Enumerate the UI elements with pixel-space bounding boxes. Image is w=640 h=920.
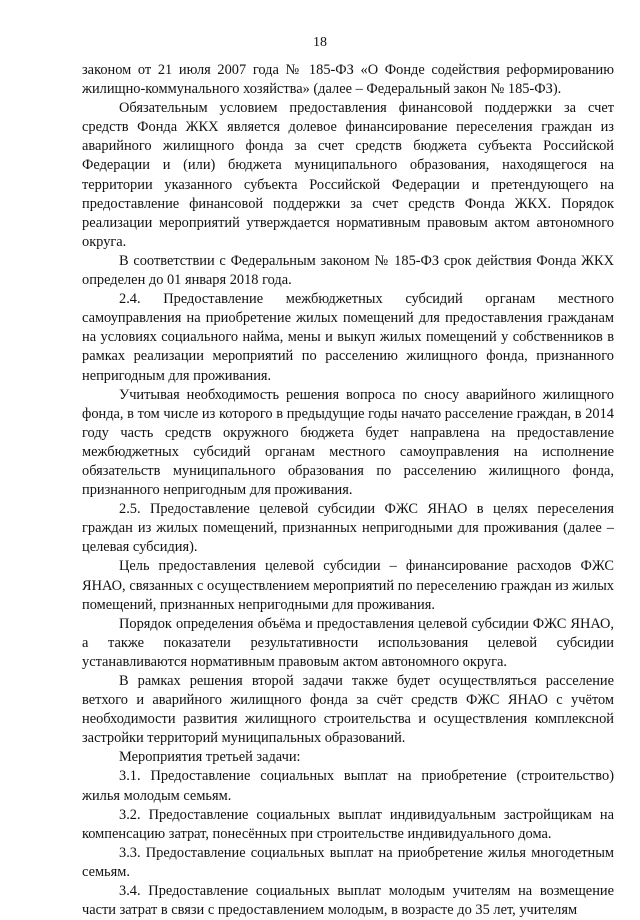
paragraph-second-task-resettlement: В рамках решения второй задачи также будет осуществляться расселение ветхого и аварийного жилищного фонда за счёт средств ФЖС ЯНАО с учётом необходимости развития жилищного строительства и осуществления комплексной застройки территорий муниципальных образований. [82,673,614,747]
paragraph-item-3-2: 3.2. Предоставление социальных выплат индивидуальным застройщикам на компенсацию затрат, понесённых при строительстве индивидуального дома. [82,806,614,842]
paragraph-subsidy-procedure: Порядок определения объёма и предоставления целевой субсидии ФЖС ЯНАО, а также показатели результативности использования целевой субсидии устанавливаются нормативным правовым актом автономного округа. [82,615,614,670]
paragraph-subsidy-purpose: Цель предоставления целевой субсидии – финансирование расходов ФЖС ЯНАО, связанных с осуществлением мероприятий по переселению граждан из жилых помещений, признанных непригодными для проживания. [82,558,614,613]
paragraph-item-2-5: 2.5. Предоставление целевой субсидии ФЖС ЯНАО в целях переселения граждан из жилых помещений, признанных непригодными для проживания (далее – целевая субсидия). [82,501,614,556]
page-number: 18 [313,35,327,50]
paragraph-federal-law-reference: законом от 21 июля 2007 года № 185-ФЗ «О Фонде содействия реформированию жилищно-коммунального хозяйства» (далее – Федеральный закон № 185-ФЗ). [82,62,614,98]
paragraph-third-task-heading: Мероприятия третьей задачи: [119,749,301,766]
paragraph-demolition-funding: Учитывая необходимость решения вопроса по сносу аварийного жилищного фонда, в том числе из которого в предыдущие годы начато расселение граждан, в 2014 году часть средств окружного бюджета будет направлена на предоставление межбюджетных субсидий органам местного самоуправления на исполнение обязательств муниципального образования по расселению жилищного фонда, признанного непригодным для проживания. [82,386,614,499]
paragraph-item-3-1: 3.1. Предоставление социальных выплат на приобретение (строительство) жилья молодым семьям. [82,768,614,804]
paragraph-item-3-4: 3.4. Предоставление социальных выплат молодым учителям на возмещение части затрат в связи с предоставлением молодым, в возрасте до 35 лет, учителям [82,883,614,919]
document-body [82,61,614,920]
paragraph-financial-support-condition: Обязательным условием предоставления финансовой поддержки за счет средств Фонда ЖКХ является долевое финансирование переселения граждан из аварийного жилищного фонда за счет средств бюджета субъекта Российской Федерации и (или) бюджета муниципального образования, находящегося на территории указанного субъекта Российской Федерации и претендующего на предоставление финансовой поддержки за счет средств Фонда ЖКХ. Порядок реализации мероприятий утверждается нормативным правовым актом автономного округа. [82,100,614,250]
paragraph-item-2-4: 2.4. Предоставление межбюджетных субсидий органам местного самоуправления на приобретение жилых помещений для предоставления гражданам на условиях социального найма, мены и выкуп жилых помещений у собственников в рамках реализации мероприятий по расселению жилищного фонда, признанного непригодным для проживания. [82,291,614,384]
paragraph-item-3-3: 3.3. Предоставление социальных выплат на приобретение жилья многодетным семьям. [82,844,614,880]
paragraph-fund-term: В соответствии с Федеральным законом № 185-ФЗ срок действия Фонда ЖКХ определен до 01 января 2018 года. [82,252,614,289]
